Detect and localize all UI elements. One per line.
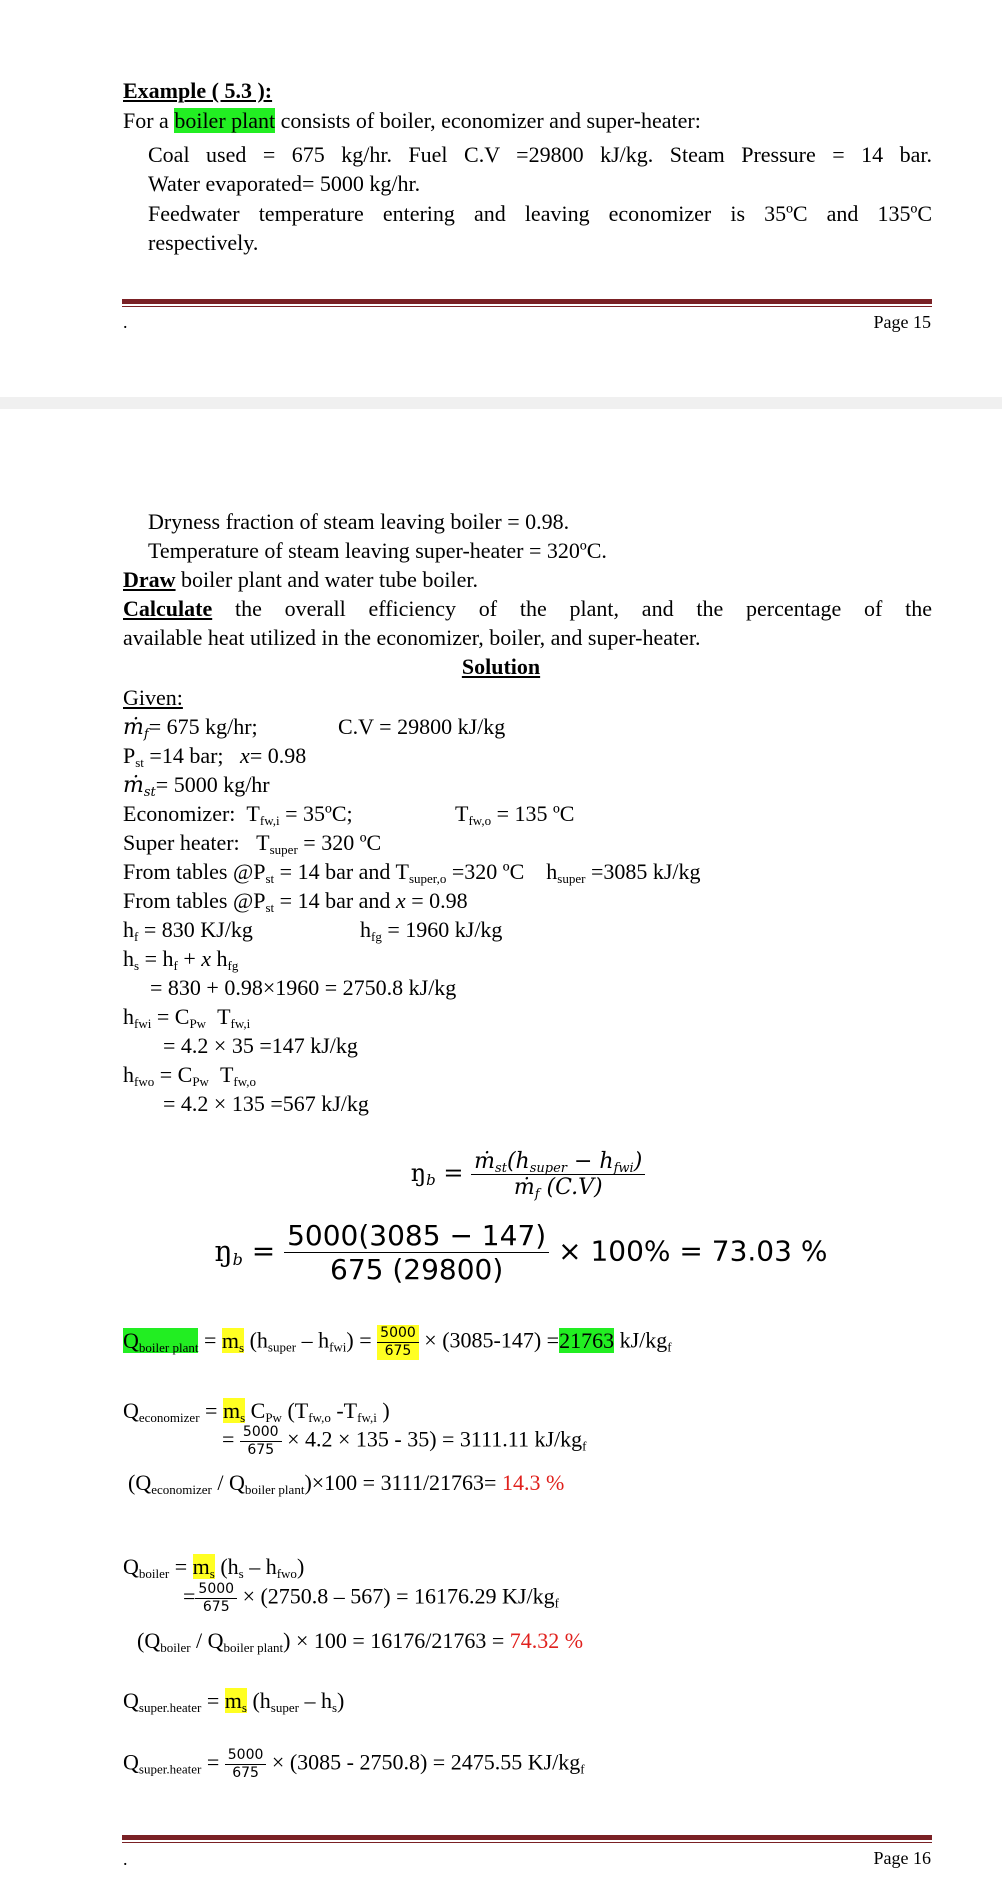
footer-dot-2: . — [123, 1849, 128, 1869]
intro-line — [123, 108, 932, 134]
eta2-num: 5000(3085 − 147) — [284, 1219, 549, 1253]
hfwi-eq: = C — [156, 1004, 190, 1029]
eta-num: (h — [506, 1149, 530, 1174]
eta2-den: 675 (29800) — [330, 1253, 504, 1286]
ms-symbol-3: $m_s$ — [192, 1554, 215, 1581]
q-boiler-line: $Q_{boiler} = m_s$ $(h_s - h_{fwo})$ — [123, 1554, 305, 1581]
eta-formula: $ŋ_b$ = $\frac{ṁ_{st}(h_{super} - h_{fwi})}{ṁ_f (C.V)}$ — [0, 1149, 1002, 1200]
q-boiler-plant-label: $Q_{boiler plant}$ — [123, 1327, 199, 1355]
cv-value: C.V = 29800 kJ/kg — [338, 714, 506, 739]
tables-line-2: From tables $@P_{st} = 14$ bar and x = 0.98 — [123, 888, 468, 915]
hfwi-calc: = 4.2 × 35 =147 kJ/kg — [163, 1033, 358, 1058]
given-economizer: Economizer: $T_{fw,i}$ = 35ºC; $T_{fw,o} = 135$ ºC — [123, 801, 575, 828]
pst-value: =14 bar; — [149, 743, 224, 768]
tables2-c: = 0.98 — [405, 888, 468, 913]
q-sh-frac — [225, 1747, 267, 1782]
q-boil-pct-b: ) × 100 = 16176/21763 = — [283, 1628, 510, 1653]
page-15 — [0, 0, 1002, 397]
calc-rest: the overall efficiency of the plant, and the percentage of the — [212, 596, 932, 621]
q-boil-pct-red: 74.32 % — [509, 1628, 584, 1653]
water-line: Water evaporated= 5000 kg/hr. — [148, 171, 421, 196]
coal-line: Coal used = 675 kg/hr. Fuel C.V =29800 kJ/kg. Steam Pressure = 14 bar. — [148, 142, 932, 167]
hs-calc: = 830 + 0.98×1960 = 2750.8 kJ/kg — [150, 975, 457, 1000]
footer-rule — [122, 299, 932, 307]
hf-line: $h_f = 830$ KJ/kg $h_{fg} = 1960$ kJ/kg — [123, 917, 503, 944]
q-boil-frac — [195, 1581, 237, 1616]
q-economizer-pct: $(Q_{economizer} / Q_{boiler plant})\times 100 = 3111/21763= 14.3$ % — [128, 1470, 565, 1497]
given-label: Given: — [123, 685, 183, 710]
tables1-c: =320 ºC — [446, 859, 525, 884]
hfwo-eq: = C — [159, 1062, 193, 1087]
temp-super-line: Temperature of steam leaving super-heater = 320ºC. — [148, 538, 607, 563]
eta-den: (C.V) — [546, 1175, 603, 1200]
q-bp-unit: kJ/kg — [614, 1327, 668, 1353]
super-t: = 320 ºC — [303, 830, 382, 855]
intro-post: consists of boiler, economizer and super-heater: — [275, 108, 701, 133]
q-eco-den: 675 — [247, 1442, 275, 1458]
hfwo-line: $h_{fwo} = C_{Pw}$ $T_{fw,o}$ — [123, 1062, 257, 1089]
intro-pre: For a — [123, 108, 175, 133]
q-boil-num: 5000 — [195, 1581, 237, 1599]
calc-line — [123, 596, 932, 622]
hs-eq: = h — [144, 946, 174, 971]
super-label: Super heater: — [123, 830, 240, 855]
tables-line-1: From tables $@P_{st} = 14$ bar and $T_{super,o} =320$ ºC $h_{super} =3085$ kJ/kg — [123, 859, 701, 886]
q-eco-calc-text: × 4.2 × 135 - 35) = 3111.11 kJ/kg — [281, 1426, 583, 1452]
dryness-line: Dryness fraction of steam leaving boiler = 0.98. — [148, 509, 570, 534]
tables2-a: From tables @P — [123, 888, 266, 913]
ms-symbol-4: $m_s$ — [224, 1688, 247, 1715]
draw-line — [123, 567, 932, 593]
hf-value: = 830 KJ/kg — [143, 917, 253, 942]
econ-tout: = 135 ºC — [496, 801, 575, 826]
example-title: Example ( 5.3 ): — [123, 78, 273, 103]
q-sh-num: 5000 — [225, 1747, 267, 1765]
econ-label: Economizer: — [123, 801, 236, 826]
q-bp-num: 5000 — [377, 1325, 419, 1343]
given-mf: ṁ$_f$= 675 kg/hr; C.V = 29800 kJ/kg — [123, 714, 506, 742]
feed-line-2: respectively. — [148, 230, 259, 255]
q-boil-den: 675 — [202, 1599, 230, 1615]
q-bp-value: 21763 — [559, 1327, 615, 1353]
hs-line: $h_s = h_f + x$ $h_{fg}$ — [123, 946, 239, 973]
feed-line: Feedwater temperature entering and leaving economizer is 35ºC and 135ºC — [148, 201, 932, 226]
tables1-b: = 14 bar and T — [274, 859, 409, 884]
footer-dot: . — [123, 312, 128, 332]
eta2-tail: × 100% = 73.03 % — [549, 1234, 828, 1268]
ms-symbol-2: $m_s$ — [222, 1398, 246, 1425]
ms-symbol: $m_s$ — [221, 1327, 245, 1355]
hfg-value: = 1960 kJ/kg — [387, 917, 503, 942]
hfwi-line: $h_{fwi} = C_{Pw}$ $T_{fw,i}$ — [123, 1004, 251, 1031]
page-16 — [0, 409, 1002, 1879]
q-eco-pct-a: (Q — [128, 1470, 152, 1495]
calc-word: Calculate — [123, 596, 213, 621]
eta-calc: $ŋ_b$ = $\frac{5000(3085 - 147)}{675 (29800)}$ × 100% = 73.03 % — [214, 1219, 828, 1286]
calc-line-2: available heat utilized in the economizer, boiler, and super-heater. — [123, 625, 701, 650]
q-bp-frac — [377, 1325, 419, 1360]
tables1-d: =3085 kJ/kg — [585, 859, 701, 884]
draw-word: Draw — [123, 567, 176, 592]
given-mst: ṁ$_{st}$= 5000 kg/hr — [123, 772, 270, 800]
q-economizer-calc: = $\frac{5000}{675}$ × 4.2 × 135 - 35) = 3111.11 $kJ/kg_f$ — [222, 1424, 587, 1458]
q-boiler-pct: $(Q_{boiler} / Q_{boiler plant}) \times 100 = 16176/21763 = 74.32$ % — [137, 1628, 584, 1655]
mf-value: = 675 kg/hr; — [148, 714, 258, 739]
q-economizer-line: $Q_{economizer} = m_s$ $C_{Pw}$ ($T_{fw,o}$ $-T_{fw,i}$ ) — [123, 1398, 390, 1425]
econ-tin: = 35ºC; — [285, 801, 353, 826]
tables1-a: From tables @P — [123, 859, 266, 884]
q-sh-calc-text: × (3085 - 2750.8) = 2475.55 KJ/kg — [266, 1749, 581, 1775]
intro-highlight: boiler plant — [174, 108, 276, 133]
draw-rest: boiler plant and water tube boiler. — [175, 567, 478, 592]
q-superheater-calc: $Q_{super.heater}$ = $\frac{5000}{675}$ × (3085 - 2750.8) = 2475.55 $KJ/kg_f$ — [123, 1747, 585, 1781]
page-number-2: Page 16 — [873, 1848, 931, 1868]
footer-rule-2 — [122, 1835, 932, 1843]
tables2-b: = 14 bar and — [274, 888, 396, 913]
q-eco-num: 5000 — [240, 1424, 282, 1442]
x-value: = 0.98 — [249, 743, 307, 768]
q-boiler-plant-line: $Q_{boiler plant} = m_s$ $(h_{super} - h_{fwi})$ = $\frac{5000}{675}$ × (3085-147) =21763 $kJ/kg_f$ — [123, 1325, 672, 1359]
q-boil-calc-text: × (2750.8 – 567) = 16176.29 KJ/kg — [237, 1583, 555, 1609]
mst-value: = 5000 kg/hr — [155, 772, 270, 797]
q-bp-tail: × (3085-147) = — [418, 1327, 560, 1353]
solution-heading: Solution — [461, 654, 541, 679]
given-pst: $P_{st} =14$ bar; x= 0.98 — [123, 743, 307, 770]
q-bp-den: 675 — [384, 1343, 412, 1359]
hfwo-calc: = 4.2 × 135 =567 kJ/kg — [163, 1091, 369, 1116]
q-boiler-calc: = $\frac{5000}{675}$ × (2750.8 – 567) = 16176.29 $KJ/kg_f$ — [183, 1581, 559, 1615]
q-sh-den: 675 — [232, 1765, 259, 1781]
q-superheater-line: $Q_{super.heater} = m_s$ $(h_{super} - h_s)$ — [123, 1688, 345, 1715]
q-bp-mid: (h — [244, 1327, 268, 1353]
page-number: Page 15 — [873, 312, 931, 332]
given-superheater: Super heater: $T_{super} = 320$ ºC — [123, 830, 382, 857]
q-eco-frac — [240, 1424, 282, 1459]
q-eco-pct-b: )×100 = 3111/21763= — [304, 1470, 502, 1495]
q-eco-pct-red: 14.3 % — [501, 1470, 565, 1495]
page-gap — [0, 397, 1002, 409]
